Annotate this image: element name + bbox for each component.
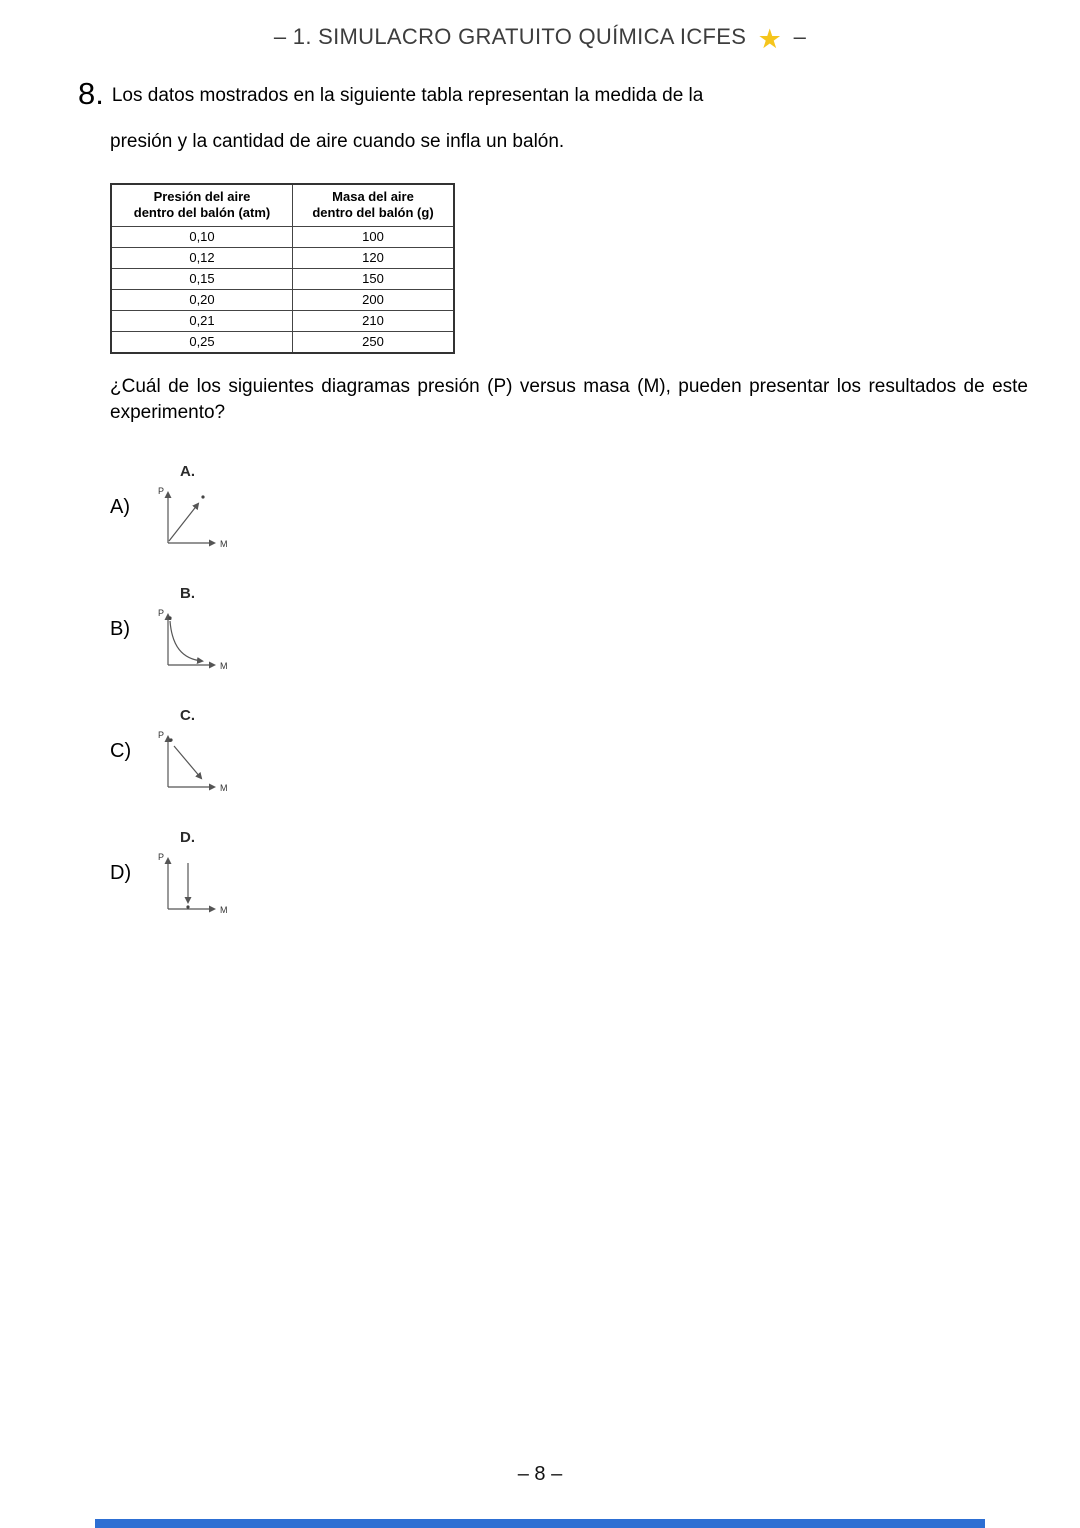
diagram-c-plot xyxy=(152,724,272,802)
col-header-pressure xyxy=(111,184,293,226)
col-header-mass xyxy=(293,184,455,226)
cell-pressure: 0,25 xyxy=(111,331,293,353)
y-axis-label: P xyxy=(158,608,165,618)
x-axis-label: M xyxy=(220,905,228,915)
cell-mass: 120 xyxy=(293,247,455,268)
x-axis-label: M xyxy=(220,661,228,671)
option-d-label: D) xyxy=(110,862,132,884)
col-header-mass-line1: Masa del aire xyxy=(332,189,414,204)
option-c xyxy=(110,707,272,802)
diagram-c xyxy=(152,707,272,802)
col-header-pressure-line2: dentro del balón (atm) xyxy=(133,205,271,221)
data-line-increasing xyxy=(169,504,198,541)
cell-pressure: 0,15 xyxy=(111,268,293,289)
question-number: 8. xyxy=(78,76,104,111)
bottom-accent-bar xyxy=(95,1519,985,1528)
diagram-c-title: C. xyxy=(180,707,195,724)
option-b-label: B) xyxy=(110,618,130,640)
data-point xyxy=(168,616,171,619)
data-point xyxy=(186,905,189,908)
col-header-pressure-line1: Presión del aire xyxy=(153,189,251,204)
option-c-label: C) xyxy=(110,740,132,762)
cell-pressure: 0,21 xyxy=(111,310,293,331)
diagram-a xyxy=(152,463,272,558)
option-d xyxy=(110,829,272,924)
y-axis-label: P xyxy=(158,486,165,496)
question-intro xyxy=(78,78,703,109)
x-axis-label: M xyxy=(220,539,228,549)
table-row xyxy=(111,268,454,289)
table-row xyxy=(111,226,454,247)
diagram-a-plot xyxy=(152,480,272,558)
option-a-label: A) xyxy=(110,496,130,518)
data-curve-decreasing xyxy=(170,621,202,661)
question-intro-line1: Los datos mostrados en la siguiente tabla representan la medida de la xyxy=(111,85,704,106)
y-axis-label: P xyxy=(158,852,165,862)
diagram-b-title: B. xyxy=(180,585,195,602)
cell-mass: 200 xyxy=(293,289,455,310)
data-line-decreasing xyxy=(174,746,201,778)
page-header xyxy=(0,24,1080,55)
diagram-d-title: D. xyxy=(180,829,195,846)
table-row xyxy=(111,310,454,331)
diagram-a-title: A. xyxy=(180,463,195,480)
diagram-d xyxy=(152,829,272,924)
cell-mass: 150 xyxy=(293,268,455,289)
question-intro-line2: presión y la cantidad de aire cuando se infla un balón. xyxy=(110,131,565,152)
cell-pressure: 0,10 xyxy=(111,226,293,247)
pressure-mass-table xyxy=(110,183,455,354)
x-axis-label: M xyxy=(220,783,228,793)
cell-pressure: 0,20 xyxy=(111,289,293,310)
col-header-mass-line2: dentro del balón (g) xyxy=(312,205,434,221)
options-list xyxy=(110,463,272,951)
header-title: – 1. SIMULACRO GRATUITO QUÍMICA ICFES xyxy=(273,24,747,49)
table-row xyxy=(111,331,454,353)
question-prompt: ¿Cuál de los siguientes diagramas presión (P) versus masa (M), pueden presentar los resultados de este experimento? xyxy=(110,376,1028,424)
option-a xyxy=(110,463,272,558)
cell-pressure: 0,12 xyxy=(111,247,293,268)
cell-mass: 210 xyxy=(293,310,455,331)
page-number: – 8 – xyxy=(517,1463,563,1485)
diagram-b-plot xyxy=(152,602,272,680)
table-row xyxy=(111,247,454,268)
data-point xyxy=(201,495,204,498)
diagram-d-plot xyxy=(152,846,272,924)
option-b xyxy=(110,585,272,680)
header-title-suffix: – xyxy=(793,24,807,49)
star-icon: ★ xyxy=(757,24,783,54)
data-point xyxy=(169,738,172,741)
table-row xyxy=(111,289,454,310)
diagram-b xyxy=(152,585,272,680)
y-axis-label: P xyxy=(158,730,165,740)
cell-mass: 100 xyxy=(293,226,455,247)
cell-mass: 250 xyxy=(293,331,455,353)
table-header-row xyxy=(111,184,454,226)
